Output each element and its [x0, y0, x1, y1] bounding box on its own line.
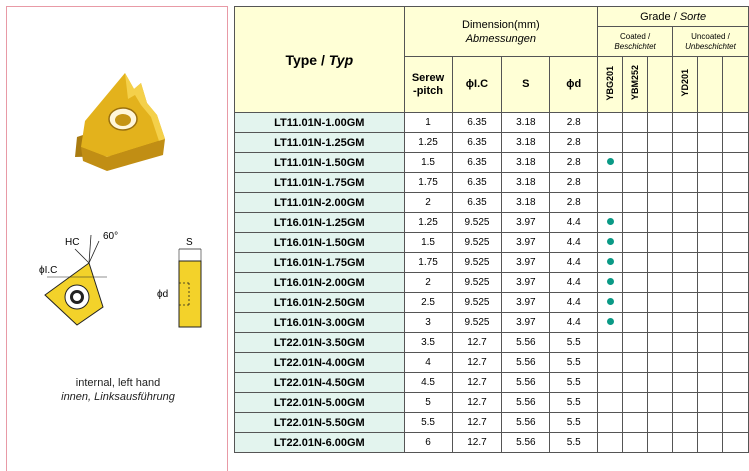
grade-cell — [648, 233, 673, 253]
availability-dot-icon — [607, 278, 614, 285]
insert-type-cell: LT22.01N-4.00GM — [235, 353, 405, 373]
pitch-column-header: Serew -pitch — [404, 57, 452, 113]
grade-cell — [697, 113, 722, 133]
grade-cell — [697, 253, 722, 273]
grade-cell — [648, 253, 673, 273]
ic-cell: 6.35 — [452, 133, 502, 153]
hc-label: HC — [65, 237, 80, 248]
d-cell: 2.8 — [550, 113, 598, 133]
pitch-cell: 6 — [404, 433, 452, 453]
table-row — [235, 393, 749, 413]
d-cell: 4.4 — [550, 293, 598, 313]
d-label: ϕd — [157, 289, 169, 300]
grade-cell — [722, 393, 748, 413]
pitch-cell: 2 — [404, 273, 452, 293]
ic-cell: 12.7 — [452, 333, 502, 353]
insert-type-cell: LT22.01N-3.50GM — [235, 333, 405, 353]
d-cell: 5.5 — [550, 433, 598, 453]
grade-cell — [623, 113, 648, 133]
d-cell: 4.4 — [550, 233, 598, 253]
ic-cell: 6.35 — [452, 153, 502, 173]
s-cell: 3.18 — [502, 153, 550, 173]
grade-ybg201-cell — [598, 153, 623, 173]
ic-cell: 9.525 — [452, 213, 502, 233]
d-cell: 5.5 — [550, 373, 598, 393]
insert-type-cell: LT22.01N-6.00GM — [235, 433, 405, 453]
grade-cell — [623, 173, 648, 193]
insert-type-cell: LT16.01N-1.75GM — [235, 253, 405, 273]
insert-type-cell: LT11.01N-1.50GM — [235, 153, 405, 173]
grade-cell — [722, 413, 748, 433]
insert-type-cell: LT22.01N-4.50GM — [235, 373, 405, 393]
grade-cell — [697, 353, 722, 373]
grade-cell — [697, 173, 722, 193]
grade-cell — [697, 313, 722, 333]
grade-ybg201-cell — [598, 233, 623, 253]
grade-cell — [673, 113, 698, 133]
table-row — [235, 373, 749, 393]
grade-cell — [722, 233, 748, 253]
d-cell: 5.5 — [550, 333, 598, 353]
table-row — [235, 213, 749, 233]
s-cell: 3.97 — [502, 253, 550, 273]
grade-cell — [648, 293, 673, 313]
grade-cell — [722, 313, 748, 333]
pitch-cell: 5.5 — [404, 413, 452, 433]
ic-cell: 6.35 — [452, 173, 502, 193]
s-label: S — [186, 237, 193, 248]
grade-cell — [673, 133, 698, 153]
grade-cell — [722, 433, 748, 453]
grade-cell — [673, 333, 698, 353]
table-row — [235, 433, 749, 453]
availability-dot-icon — [607, 318, 614, 325]
grade-ybg201-cell — [598, 213, 623, 233]
table-row — [235, 333, 749, 353]
grade-cell — [623, 313, 648, 333]
ic-cell: 12.7 — [452, 353, 502, 373]
grade-cell — [697, 133, 722, 153]
d-cell: 4.4 — [550, 213, 598, 233]
grade-ybg201-cell — [598, 353, 623, 373]
grade-cell — [722, 333, 748, 353]
grade-cell — [673, 393, 698, 413]
pitch-cell: 1.75 — [404, 173, 452, 193]
ic-label: ϕI.C — [39, 265, 58, 276]
grade-cell — [697, 233, 722, 253]
grade-cell — [648, 213, 673, 233]
grade-ybg201-cell — [598, 193, 623, 213]
grade-empty-header — [648, 57, 673, 113]
grade-ybg201-cell — [598, 393, 623, 413]
caption-de: innen, Linksausführung — [61, 391, 175, 403]
ic-cell: 6.35 — [452, 193, 502, 213]
table-row — [235, 113, 749, 133]
grade-ybg201-cell — [598, 133, 623, 153]
ic-cell: 9.525 — [452, 273, 502, 293]
grade-cell — [673, 213, 698, 233]
insert-type-cell: LT16.01N-1.50GM — [235, 233, 405, 253]
grade-cell — [623, 273, 648, 293]
table-row — [235, 293, 749, 313]
grade-cell — [623, 153, 648, 173]
insert-side-view-drawing — [157, 237, 201, 327]
angle-label: 60° — [103, 231, 119, 242]
pitch-cell: 1 — [404, 113, 452, 133]
insert-type-cell: LT22.01N-5.00GM — [235, 393, 405, 413]
s-cell: 3.18 — [502, 193, 550, 213]
availability-dot-icon — [607, 158, 614, 165]
insert-spec-table — [234, 6, 749, 453]
grade-cell — [648, 373, 673, 393]
d-cell: 2.8 — [550, 133, 598, 153]
insert-front-view-drawing — [39, 231, 118, 325]
s-cell: 3.18 — [502, 133, 550, 153]
grade-cell — [648, 393, 673, 413]
grade-cell — [648, 353, 673, 373]
s-column-header: S — [502, 57, 550, 113]
grade-ybg201-cell — [598, 273, 623, 293]
s-cell: 5.56 — [502, 393, 550, 413]
s-cell: 3.18 — [502, 113, 550, 133]
ic-cell: 6.35 — [452, 113, 502, 133]
grade-ybg201-cell — [598, 333, 623, 353]
grade-cell — [697, 153, 722, 173]
grade-ybg201-cell — [598, 173, 623, 193]
ic-cell: 9.525 — [452, 253, 502, 273]
insert-type-cell: LT22.01N-5.50GM — [235, 413, 405, 433]
ic-cell: 12.7 — [452, 373, 502, 393]
s-cell: 3.97 — [502, 213, 550, 233]
grade-ybg201-cell — [598, 413, 623, 433]
product-illustration-panel — [6, 6, 228, 471]
grade-cell — [673, 293, 698, 313]
grade-cell — [623, 213, 648, 233]
ic-cell: 12.7 — [452, 433, 502, 453]
availability-dot-icon — [607, 238, 614, 245]
grade-yd201-header: YD201 — [673, 57, 698, 113]
grade-cell — [697, 273, 722, 293]
grade-cell — [648, 153, 673, 173]
grade-cell — [673, 353, 698, 373]
grade-cell — [697, 333, 722, 353]
pitch-cell: 4 — [404, 353, 452, 373]
grade-cell — [673, 173, 698, 193]
grade-cell — [697, 373, 722, 393]
insert-type-cell: LT16.01N-3.00GM — [235, 313, 405, 333]
grade-cell — [623, 253, 648, 273]
grade-cell — [697, 393, 722, 413]
grade-ybm252-header: YBM252 — [623, 57, 648, 113]
grade-cell — [722, 293, 748, 313]
insert-type-cell: LT11.01N-1.75GM — [235, 173, 405, 193]
availability-dot-icon — [607, 258, 614, 265]
table-row — [235, 193, 749, 213]
insert-type-cell: LT16.01N-2.50GM — [235, 293, 405, 313]
grade-cell — [673, 193, 698, 213]
grade-cell — [673, 273, 698, 293]
grade-cell — [623, 293, 648, 313]
s-cell: 5.56 — [502, 353, 550, 373]
grade-cell — [673, 153, 698, 173]
grade-cell — [722, 373, 748, 393]
pitch-cell: 1.5 — [404, 233, 452, 253]
d-cell: 2.8 — [550, 193, 598, 213]
d-cell: 4.4 — [550, 313, 598, 333]
grade-cell — [648, 173, 673, 193]
s-cell: 5.56 — [502, 333, 550, 353]
pitch-cell: 2.5 — [404, 293, 452, 313]
grade-cell — [623, 413, 648, 433]
grade-cell — [697, 213, 722, 233]
table-row — [235, 133, 749, 153]
grade-ybg201-header: YBG201 — [598, 57, 623, 113]
pitch-cell: 2 — [404, 193, 452, 213]
pitch-cell: 1.75 — [404, 253, 452, 273]
grade-cell — [648, 273, 673, 293]
grade-cell — [722, 173, 748, 193]
s-cell: 3.97 — [502, 313, 550, 333]
grade-cell — [648, 113, 673, 133]
d-cell: 2.8 — [550, 173, 598, 193]
table-row — [235, 253, 749, 273]
uncoated-header: Uncoated / Unbeschichtet — [673, 27, 749, 57]
caption-en: internal, left hand — [75, 377, 161, 389]
d-cell: 2.8 — [550, 153, 598, 173]
grade-cell — [673, 253, 698, 273]
grade-cell — [623, 233, 648, 253]
grade-cell — [623, 333, 648, 353]
grade-cell — [648, 333, 673, 353]
insert-3d-image — [75, 73, 165, 171]
grade-ybg201-cell — [598, 313, 623, 333]
grade-cell — [722, 133, 748, 153]
ic-cell: 9.525 — [452, 293, 502, 313]
grade-cell — [673, 233, 698, 253]
grade-cell — [673, 313, 698, 333]
grade-ybg201-cell — [598, 433, 623, 453]
grade-cell — [722, 273, 748, 293]
table-row — [235, 273, 749, 293]
grade-cell — [648, 433, 673, 453]
table-row — [235, 233, 749, 253]
grade-cell — [623, 393, 648, 413]
table-row — [235, 413, 749, 433]
grade-cell — [648, 133, 673, 153]
insert-illustrations — [7, 7, 227, 367]
d-cell: 5.5 — [550, 353, 598, 373]
s-cell: 3.97 — [502, 273, 550, 293]
d-cell: 5.5 — [550, 413, 598, 433]
insert-type-cell: LT16.01N-2.00GM — [235, 273, 405, 293]
grade-cell — [722, 193, 748, 213]
grade-cell — [623, 353, 648, 373]
grade-cell — [673, 413, 698, 433]
ic-cell: 12.7 — [452, 413, 502, 433]
ic-column-header: ϕI.C — [452, 57, 502, 113]
grade-header: Grade / Sorte — [598, 7, 749, 27]
grade-cell — [722, 213, 748, 233]
grade-cell — [623, 373, 648, 393]
ic-cell: 9.525 — [452, 313, 502, 333]
grade-cell — [623, 433, 648, 453]
grade-cell — [673, 433, 698, 453]
grade-cell — [673, 373, 698, 393]
insert-type-cell: LT11.01N-1.25GM — [235, 133, 405, 153]
grade-ybg201-cell — [598, 293, 623, 313]
d-cell: 5.5 — [550, 393, 598, 413]
s-cell: 5.56 — [502, 433, 550, 453]
insert-type-cell: LT11.01N-2.00GM — [235, 193, 405, 213]
s-cell: 5.56 — [502, 413, 550, 433]
pitch-cell: 1.25 — [404, 133, 452, 153]
grade-cell — [623, 193, 648, 213]
grade-cell — [697, 433, 722, 453]
grade-cell — [722, 253, 748, 273]
d-cell: 4.4 — [550, 273, 598, 293]
pitch-cell: 1.5 — [404, 153, 452, 173]
grade-ybg201-cell — [598, 373, 623, 393]
coated-header: Coated / Beschichtet — [598, 27, 673, 57]
table-row — [235, 313, 749, 333]
insert-type-cell: LT16.01N-1.25GM — [235, 213, 405, 233]
ic-cell: 9.525 — [452, 233, 502, 253]
grade-cell — [722, 113, 748, 133]
grade-cell — [697, 413, 722, 433]
grade-cell — [722, 153, 748, 173]
availability-dot-icon — [607, 218, 614, 225]
grade-ybg201-cell — [598, 253, 623, 273]
d-column-header: ϕd — [550, 57, 598, 113]
pitch-cell: 3 — [404, 313, 452, 333]
table-row — [235, 173, 749, 193]
availability-dot-icon — [607, 298, 614, 305]
s-cell: 5.56 — [502, 373, 550, 393]
s-cell: 3.18 — [502, 173, 550, 193]
d-cell: 4.4 — [550, 253, 598, 273]
grade-empty-header — [697, 57, 722, 113]
pitch-cell: 5 — [404, 393, 452, 413]
grade-cell — [722, 353, 748, 373]
table-row — [235, 353, 749, 373]
grade-cell — [697, 293, 722, 313]
s-cell: 3.97 — [502, 293, 550, 313]
grade-cell — [623, 133, 648, 153]
grade-cell — [648, 413, 673, 433]
ic-cell: 12.7 — [452, 393, 502, 413]
insert-rows — [235, 113, 749, 453]
s-cell: 3.97 — [502, 233, 550, 253]
grade-ybg201-cell — [598, 113, 623, 133]
table-row — [235, 153, 749, 173]
insert-type-cell: LT11.01N-1.00GM — [235, 113, 405, 133]
grade-cell — [697, 193, 722, 213]
dimension-header: Dimension(mm) Abmessungen — [404, 7, 598, 57]
pitch-cell: 4.5 — [404, 373, 452, 393]
pitch-cell: 3.5 — [404, 333, 452, 353]
grade-empty-header — [722, 57, 748, 113]
type-header: Type / Typ — [235, 7, 405, 113]
grade-cell — [648, 313, 673, 333]
grade-cell — [648, 193, 673, 213]
pitch-cell: 1.25 — [404, 213, 452, 233]
